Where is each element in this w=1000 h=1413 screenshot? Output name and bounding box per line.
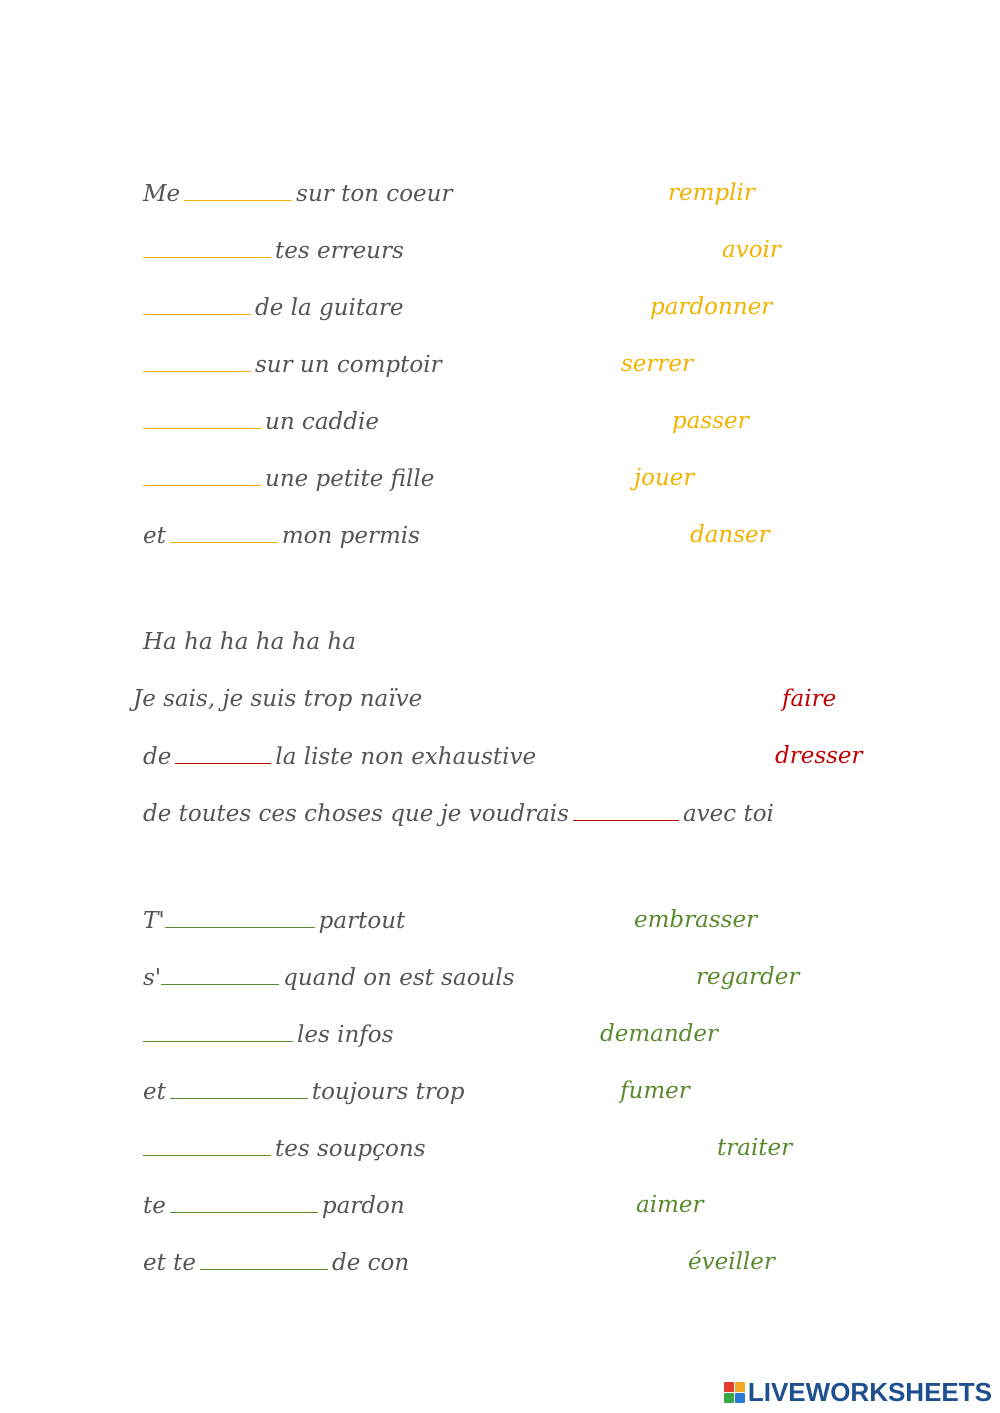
s1-line-1 (143, 178, 452, 208)
word-option[interactable]: remplir (668, 180, 755, 206)
answer-blank[interactable] (165, 905, 315, 928)
text-after: de con (332, 1250, 410, 1276)
word-option[interactable]: danser (690, 522, 770, 548)
s2-line-3 (143, 741, 536, 771)
text-before: te (143, 1193, 166, 1219)
answer-blank[interactable] (143, 292, 251, 315)
text-before: s' (143, 965, 162, 991)
text-after: tes soupçons (275, 1136, 426, 1162)
s1-line-5 (143, 406, 379, 436)
word-option[interactable]: jouer (634, 465, 695, 491)
answer-blank[interactable] (143, 349, 251, 372)
liveworksheets-logo (724, 1377, 992, 1407)
word-option[interactable]: serrer (621, 351, 694, 377)
word-option[interactable]: éveiller (688, 1249, 775, 1275)
word-option[interactable]: passer (672, 408, 749, 434)
text-after: la liste non exhaustive (275, 744, 537, 770)
answer-blank[interactable] (143, 406, 261, 429)
text-after: toujours trop (311, 1079, 465, 1105)
text-after: un caddie (265, 409, 379, 435)
word-option[interactable]: dresser (775, 743, 863, 769)
text-before: et (143, 523, 166, 549)
answer-blank[interactable] (170, 520, 278, 543)
s3-line-3 (143, 1019, 393, 1049)
word-option[interactable]: fumer (620, 1078, 690, 1104)
text-before: de toutes ces choses que je voudrais (143, 801, 569, 827)
text-before: T' (143, 908, 165, 934)
answer-blank[interactable] (170, 1190, 318, 1213)
answer-blank[interactable] (200, 1247, 328, 1270)
s1-line-7 (143, 520, 420, 550)
s2-line-2: Je sais, je suis trop naïve (133, 686, 423, 712)
answer-blank[interactable] (175, 741, 271, 764)
s3-line-6 (143, 1190, 405, 1220)
word-option[interactable]: faire (782, 686, 837, 712)
logo-blocks-icon (724, 1382, 745, 1403)
word-option[interactable]: pardonner (650, 294, 773, 320)
s3-line-7 (143, 1247, 409, 1277)
s1-line-2 (143, 235, 404, 265)
text-after: tes erreurs (275, 238, 404, 264)
answer-blank[interactable] (143, 1019, 293, 1042)
logo-text: LIVEWORKSHEETS (747, 1376, 992, 1407)
s1-line-3 (143, 292, 403, 322)
text-after: une petite fille (265, 466, 435, 492)
s3-line-2 (143, 962, 515, 992)
text-after: quand on est saouls (283, 965, 515, 991)
text-after: pardon (321, 1193, 405, 1219)
s2-line-1: Ha ha ha ha ha ha (143, 629, 356, 655)
text-after: les infos (297, 1022, 394, 1048)
answer-blank[interactable] (184, 178, 292, 201)
word-option[interactable]: regarder (696, 964, 800, 990)
answer-blank[interactable] (573, 798, 679, 821)
answer-blank[interactable] (161, 962, 279, 985)
word-option[interactable]: traiter (717, 1135, 793, 1161)
s3-line-4 (143, 1076, 464, 1106)
word-option[interactable]: avoir (722, 237, 781, 263)
text-before: et (143, 1079, 166, 1105)
word-option[interactable]: demander (600, 1021, 718, 1047)
text-after: mon permis (281, 523, 420, 549)
text-before: et te (143, 1250, 197, 1276)
s1-line-6 (143, 463, 434, 493)
answer-blank[interactable] (143, 463, 261, 486)
text-after: avec toi (682, 801, 774, 827)
s3-line-5 (143, 1133, 426, 1163)
text-before: Me (143, 181, 181, 207)
text-after: sur un comptoir (255, 352, 442, 378)
s2-line-4 (143, 798, 774, 828)
text-after: partout (318, 908, 406, 934)
s1-line-4 (143, 349, 442, 379)
text-before: de (143, 744, 172, 770)
word-option[interactable]: aimer (636, 1192, 704, 1218)
answer-blank[interactable] (143, 1133, 271, 1156)
word-option[interactable]: embrasser (634, 907, 758, 933)
text-after: de la guitare (255, 295, 404, 321)
text-after: sur ton coeur (296, 181, 453, 207)
answer-blank[interactable] (143, 235, 271, 258)
s3-line-1 (143, 905, 405, 935)
answer-blank[interactable] (170, 1076, 308, 1099)
